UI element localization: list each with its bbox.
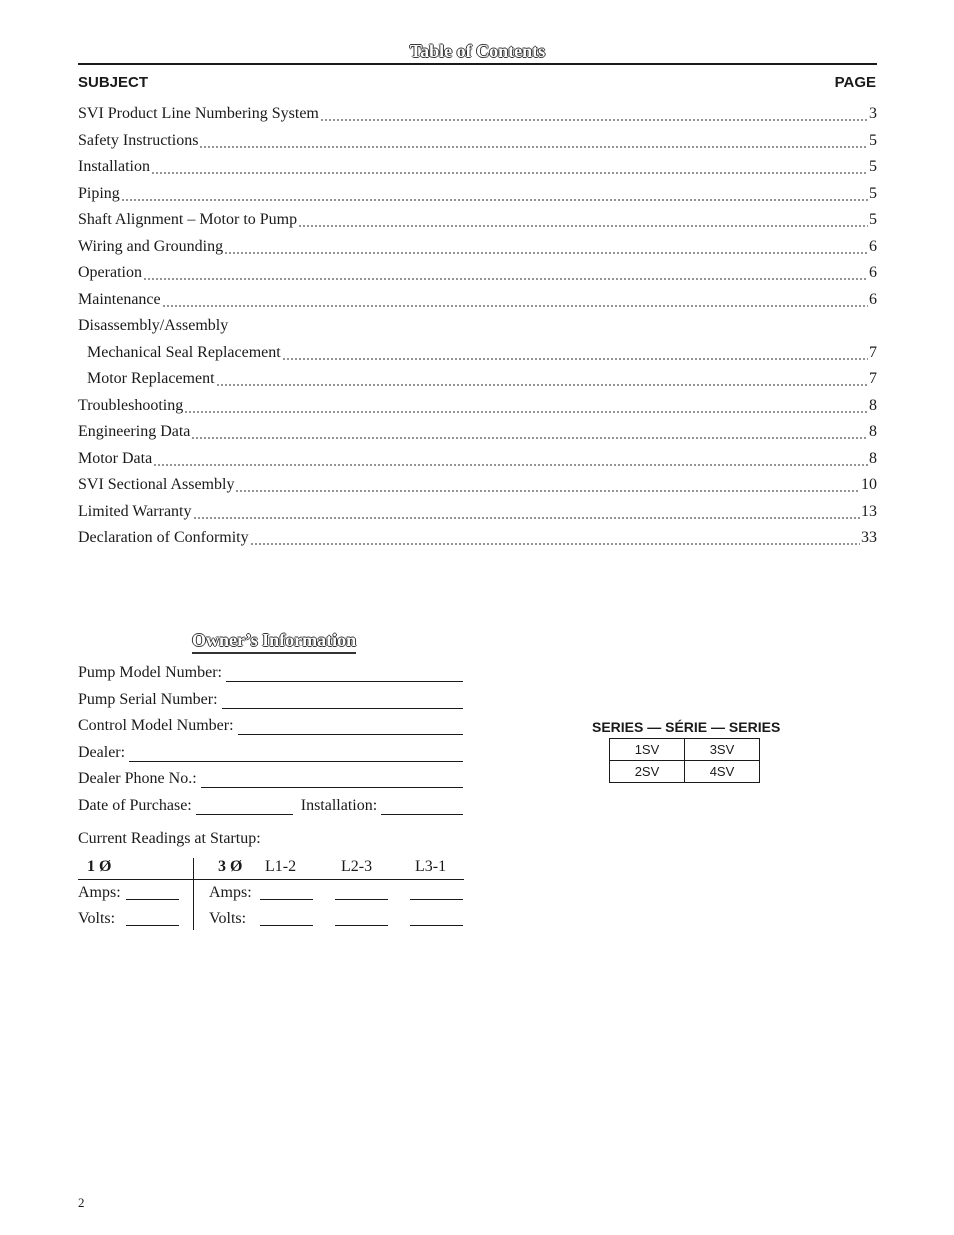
toc-entry <box>78 366 877 393</box>
toc-entry <box>78 128 877 155</box>
toc-entry-page: 33 <box>861 529 877 547</box>
dealer-phone-blank[interactable] <box>201 773 463 788</box>
amps-l23-blank[interactable] <box>335 899 388 900</box>
date-of-purchase-label: Date of Purchase: <box>78 797 192 814</box>
amps-l12-blank[interactable] <box>260 899 313 900</box>
volts-l31-blank[interactable] <box>410 925 463 926</box>
toc-entry <box>78 101 877 128</box>
toc-entry-label: Limited Warranty <box>78 502 192 520</box>
subject-header: SUBJECT <box>78 74 149 91</box>
toc-entry-page: 6 <box>869 290 877 308</box>
series-label: SERIES — SÉRIE — SERIES <box>592 719 781 735</box>
toc-entry-page: 6 <box>869 264 877 282</box>
toc-leader <box>184 398 868 414</box>
purchase-install-field <box>78 795 463 815</box>
readings-header-rule <box>78 879 464 880</box>
toc-entry-page: 13 <box>861 502 877 520</box>
series-table <box>609 738 760 783</box>
toc-entry <box>78 446 877 473</box>
page-header: PAGE <box>834 74 876 91</box>
toc-entry-label: Troubleshooting <box>78 396 184 414</box>
amps-l31-blank[interactable] <box>410 899 463 900</box>
single-phase-header: 1 Ø <box>87 858 112 875</box>
toc-entry-label: Maintenance <box>78 290 161 308</box>
volts-l23-blank[interactable] <box>335 925 388 926</box>
toc-section-heading <box>78 313 877 340</box>
toc-entry <box>78 419 877 446</box>
toc-entry <box>78 472 877 499</box>
toc-entry-page: 6 <box>869 237 877 255</box>
single-volts-label: Volts: <box>78 910 116 927</box>
toc-entry <box>78 499 877 526</box>
dealer-phone-field <box>78 768 463 788</box>
toc-entry-page: 10 <box>861 476 877 494</box>
toc-entry-page: 8 <box>869 396 877 414</box>
toc-entry-page: 7 <box>869 370 877 388</box>
toc-leader <box>250 530 860 546</box>
toc-entry <box>78 393 877 420</box>
toc-entry-label: SVI Sectional Assembly <box>78 476 235 494</box>
toc-entry-label: Engineering Data <box>78 423 191 441</box>
toc-leader <box>235 477 860 493</box>
toc-entry-label: Motor Data <box>78 449 153 467</box>
toc-rule <box>78 63 877 65</box>
toc-entry <box>78 287 877 314</box>
three-volts-label: Volts: <box>209 910 247 927</box>
l23-header: L2-3 <box>341 858 373 875</box>
toc-entry <box>78 181 877 208</box>
installation-blank[interactable] <box>381 800 463 815</box>
toc-entry-label: SVI Product Line Numbering System <box>78 105 319 123</box>
toc-entry-page: 5 <box>869 158 877 176</box>
toc-entry-page: 8 <box>869 449 877 467</box>
control-model-label: Control Model Number: <box>78 717 234 734</box>
toc-entry-page: 3 <box>869 105 877 123</box>
single-volts-blank[interactable] <box>126 925 179 926</box>
toc-leader <box>191 424 868 440</box>
date-of-purchase-blank[interactable] <box>196 800 293 815</box>
toc-entry-page: 5 <box>869 211 877 229</box>
l12-header: L1-2 <box>265 858 297 875</box>
toc-entry <box>78 154 877 181</box>
pump-serial-label: Pump Serial Number: <box>78 691 218 708</box>
single-amps-label: Amps: <box>78 884 121 901</box>
control-model-blank[interactable] <box>238 720 463 735</box>
dealer-blank[interactable] <box>129 747 463 762</box>
toc-leader <box>193 504 861 520</box>
three-amps-label: Amps: <box>209 884 252 901</box>
pump-model-blank[interactable] <box>226 667 463 682</box>
pump-serial-blank[interactable] <box>222 694 463 709</box>
toc-leader <box>153 451 868 467</box>
series-cell: 2SV <box>610 761 685 783</box>
toc-leader <box>224 239 868 255</box>
toc-entry-label: Mechanical Seal Replacement <box>87 343 281 361</box>
toc-entry-label: Safety Instructions <box>78 131 199 149</box>
toc-entry-label: Shaft Alignment – Motor to Pump <box>78 211 298 229</box>
toc-entry-label: Disassembly/Assembly <box>78 317 229 335</box>
toc-entry <box>78 234 877 261</box>
toc-entry <box>78 340 877 367</box>
readings-table <box>78 856 464 930</box>
toc-entry <box>78 525 877 552</box>
toc-entry <box>78 260 877 287</box>
installation-label: Installation: <box>300 797 378 814</box>
series-cell: 4SV <box>685 761 760 783</box>
toc-leader <box>320 106 868 122</box>
toc-entry-page: 5 <box>869 184 877 202</box>
toc-entry-page: 7 <box>869 343 877 361</box>
toc-leader <box>199 133 868 149</box>
readings-divider <box>193 858 194 930</box>
toc-entry <box>78 207 877 234</box>
pump-model-field <box>78 662 463 682</box>
pump-serial-field <box>78 689 463 709</box>
toc-entry-label: Wiring and Grounding <box>78 237 224 255</box>
dealer-field <box>78 742 463 762</box>
toc-entry-label: Piping <box>78 184 120 202</box>
dealer-phone-label: Dealer Phone No.: <box>78 770 197 787</box>
series-cell: 1SV <box>610 739 685 761</box>
toc-leader <box>143 265 868 281</box>
toc-title: Table of Contents <box>409 41 546 61</box>
dealer-label: Dealer: <box>78 744 126 761</box>
toc-entry-page: 8 <box>869 423 877 441</box>
toc-leader <box>216 371 868 387</box>
single-amps-blank[interactable] <box>126 899 179 900</box>
owner-info-title: Owner’s Information <box>192 629 356 654</box>
toc-leader <box>151 159 868 175</box>
toc-leader <box>282 345 868 361</box>
toc-entry-label: Declaration of Conformity <box>78 529 249 547</box>
toc-entry-label: Installation <box>78 158 150 176</box>
readings-label: Current Readings at Startup: <box>78 830 261 847</box>
toc-leader <box>121 186 868 202</box>
series-cell: 3SV <box>685 739 760 761</box>
page-number: 2 <box>78 1195 85 1210</box>
toc-entry-label: Operation <box>78 264 142 282</box>
l31-header: L3-1 <box>415 858 447 875</box>
pump-model-label: Pump Model Number: <box>78 664 222 681</box>
toc-entry-label: Motor Replacement <box>87 370 215 388</box>
toc-leader <box>298 212 868 228</box>
toc-list <box>78 101 877 552</box>
three-phase-header: 3 Ø <box>218 858 243 875</box>
control-model-field <box>78 715 463 735</box>
volts-l12-blank[interactable] <box>260 925 313 926</box>
toc-entry-page: 5 <box>869 131 877 149</box>
toc-leader <box>162 292 868 308</box>
